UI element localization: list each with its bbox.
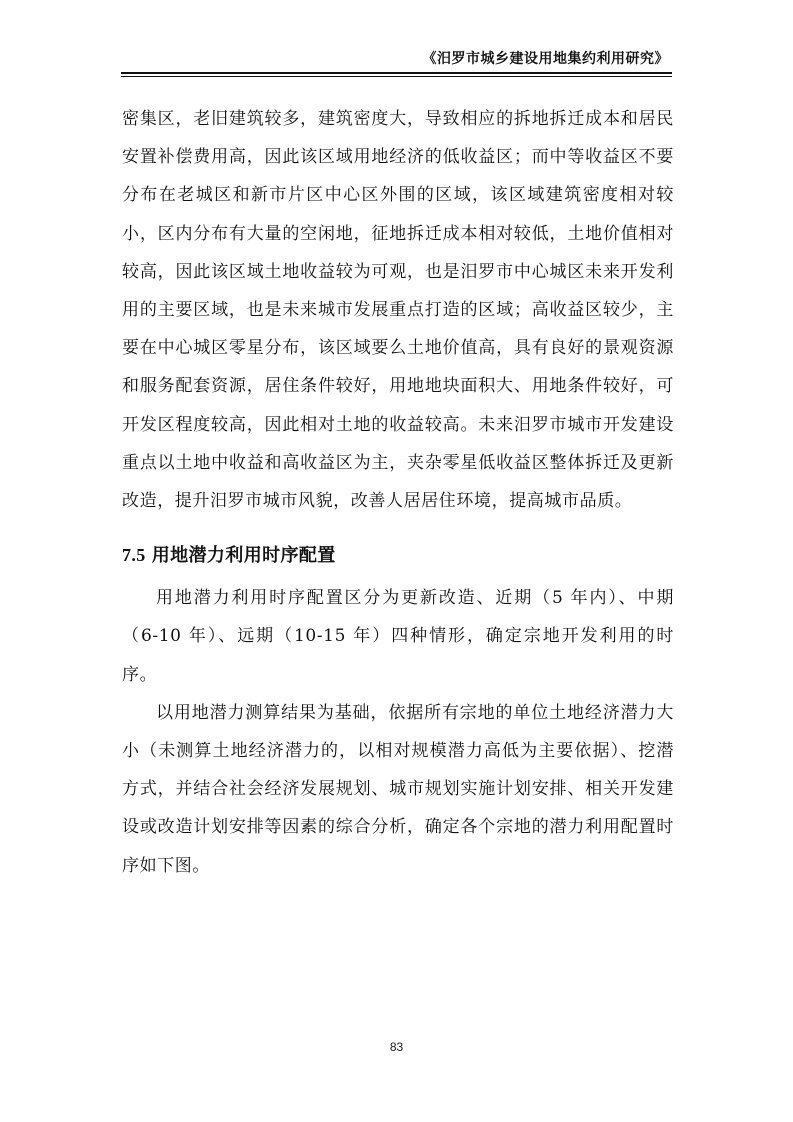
header-rule-thin [121,76,672,77]
page-number: 83 [389,1040,404,1054]
body-paragraph-method: 以用地潜力测算结果为基础，依据所有宗地的单位土地经济潜力大小（未测算土地经济潜力的，以相对规模潜力高低为主要依据）、挖潜方式，并结合社会经济发展规划、城市规划实施计划安排、相关开发建设或改造计划安排等因素的综合分析，确定各个宗地的潜力利用配置时序如下图。 [122,702,674,876]
running-header-title: 《汨罗市城乡建设用地集约利用研究》 [422,51,669,67]
body-paragraph-timing: 用地潜力利用时序配置区分为更新改造、近期（5 年内）、中期（6-10 年）、远期（10-15 年）四种情形，确定宗地开发利用的时序。 [122,588,674,685]
section-number: 7.5 [122,545,146,566]
section-heading [122,538,674,573]
body-paragraph-continued: 密集区，老旧建筑较多，建筑密度大，导致相应的拆地拆迁成本和居民安置补偿费用高，因此该区域用地经济的低收益区；而中等收益区不要分布在老城区和新市片区中心区外围的区域，该区域建筑密度相对较小，区内分布有大量的空闲地，征地拆迁成本相对较低，土地价值相对较高，因此该区域土地收益较为可观，也是汨罗市中心城区未来开发利用的主要区域，也是未来城市发展重点打造的区域；高收益区较少，主要在中心城区零星分布，该区域要么土地价值高，具有良好的景观资源和服务配套资源，居住条件较好，用地地块面积大、用地条件较好，可开发区程度较高，因此相对土地的收益较高。未来汨罗市城市开发建设重点以土地中收益和高收益区为主，夹杂零星低收益区整体拆迁及更新改造，提升汨罗市城市风貌，改善人居居住环境，提高城市品质。 [122,109,674,512]
header-rule-thick [121,72,672,74]
section-title: 用地潜力利用时序配置 [151,545,336,567]
page-body [122,100,674,885]
